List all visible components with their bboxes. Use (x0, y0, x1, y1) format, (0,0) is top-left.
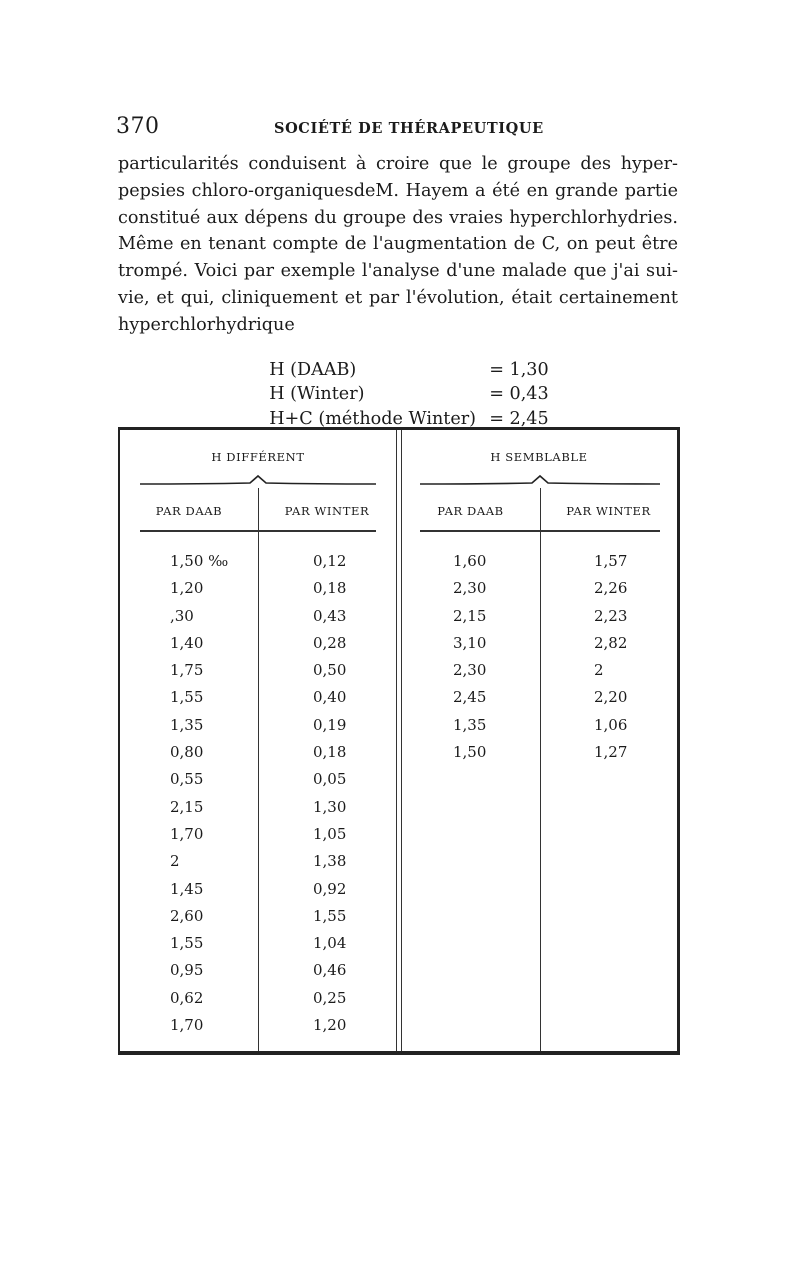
formula-lhs: H (DAAB) (269, 360, 357, 380)
cell: 2,20 (594, 688, 628, 707)
group-brace (420, 474, 660, 488)
column-h-semblable-winter (594, 548, 627, 766)
cell: 1,55 (170, 934, 204, 953)
cell: 1,57 (594, 552, 628, 570)
cell: 2,82 (594, 633, 628, 652)
running-title: SOCIÉTÉ DE THÉRAPEUTIQUE (274, 120, 544, 137)
cell: 1,70 (170, 1016, 204, 1035)
formula-lhs: H+C (méthode Winter) (269, 409, 477, 429)
cell: 0,25 (313, 988, 347, 1007)
formula-line (258, 389, 549, 429)
cell: 0,95 (170, 961, 204, 980)
page-number: 370 (116, 114, 160, 139)
cell: 0,18 (313, 579, 347, 598)
cell: 0,80 (170, 743, 204, 762)
cell: 0,62 (170, 988, 204, 1007)
column-h-different-daab (170, 548, 228, 1039)
cell: 2,30 (453, 661, 487, 680)
cell: 0,12 (313, 552, 347, 570)
cell: 1,06 (594, 715, 628, 734)
formula-rhs: = 0,43 (489, 384, 549, 404)
cell: 2,23 (594, 606, 628, 625)
cell: 0,55 (170, 770, 204, 789)
cell: 1,35 (453, 715, 487, 734)
cell: 1,75 (170, 661, 204, 680)
column-rule (540, 488, 541, 1051)
formula-rhs: = 1,30 (489, 360, 549, 380)
cell: 1,04 (313, 934, 347, 953)
cell: 2,60 (170, 906, 204, 925)
cell: 1,55 (170, 688, 204, 707)
cell: 2,26 (594, 579, 628, 598)
column-h-semblable-daab (453, 548, 486, 766)
cell: 1,20 (170, 579, 204, 598)
cell: 1,38 (313, 852, 347, 871)
cell: ,30 (170, 606, 194, 625)
cell: 0,46 (313, 961, 347, 980)
column-heading: PAR DAAB (155, 504, 223, 518)
cell: 1,35 (170, 715, 204, 734)
formula-lhs: H (Winter) (269, 384, 365, 404)
group-rule (401, 430, 402, 1051)
cell: 0,92 (313, 879, 347, 898)
cell: 1,40 (170, 633, 204, 652)
cell: 2,45 (453, 688, 487, 707)
cell: 0,43 (313, 606, 347, 625)
formula-rhs: = 2,45 (489, 409, 549, 429)
body-paragraph: particularités conduisent à croire que le groupe des hyper-pepsies chloro-organiquesdeM. Hayem a été en grande partie constitué aux dépens du groupe des vraies hyperchlorhydries. Même en tenant compte de l'augmentation de C, on peut être trompé. Voici par exemple l'analyse d'une malade que j'ai sui-vie, et qui, cliniquement et par l'évolution, était certainement hyperchlorhydrique (118, 154, 678, 335)
column-h-different-winter (313, 548, 346, 1039)
group-brace (140, 474, 376, 488)
cell: 1,70 (170, 824, 204, 843)
cell: 1,55 (313, 906, 347, 925)
cell: 2 (594, 661, 604, 680)
cell: 2,15 (170, 797, 204, 816)
cell: 3,10 (453, 633, 487, 652)
data-table (118, 427, 680, 1055)
cell: 1,50 ‰ (170, 552, 229, 570)
column-heading: PAR WINTER (284, 504, 370, 518)
group-heading: H SEMBLABLE (490, 450, 588, 464)
cell: 1,45 (170, 879, 204, 898)
header-rule (140, 530, 376, 532)
cell: 1,50 (453, 743, 487, 762)
cell: 2,15 (453, 606, 487, 625)
cell: 0,28 (313, 633, 347, 652)
cell: 2,30 (453, 579, 487, 598)
cell: 2 (170, 852, 180, 871)
group-rule (396, 430, 397, 1051)
cell: 1,60 (453, 552, 487, 570)
cell: 0,18 (313, 743, 347, 762)
group-heading: H DIFFÉRENT (211, 450, 305, 464)
cell: 0,19 (313, 715, 347, 734)
column-heading: PAR DAAB (437, 504, 504, 518)
cell: 0,05 (313, 770, 347, 789)
column-heading: PAR WINTER (566, 504, 651, 518)
cell: 0,40 (313, 688, 347, 707)
header-rule (420, 530, 660, 532)
column-rule (258, 488, 259, 1051)
cell: 0,50 (313, 661, 347, 680)
cell: 1,27 (594, 743, 628, 762)
cell: 1,30 (313, 797, 347, 816)
cell: 1,05 (313, 824, 347, 843)
cell: 1,20 (313, 1016, 347, 1035)
